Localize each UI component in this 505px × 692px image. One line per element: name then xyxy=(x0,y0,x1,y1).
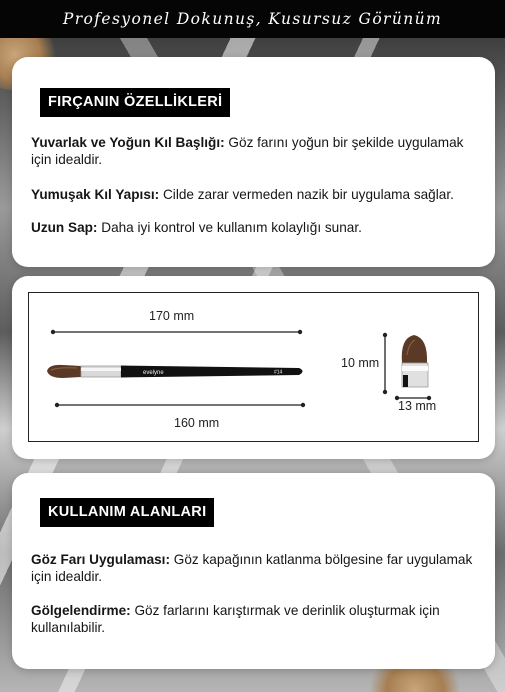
line-endpoint xyxy=(383,333,387,337)
slogan: Profesyonel Dokunuş, Kusursuz Görünüm xyxy=(62,10,443,28)
feature-text: Göz farını yoğun bir şekilde uygulamak için idealdir. xyxy=(31,135,464,167)
total-length-label: 170 mm xyxy=(149,309,195,323)
usage-item xyxy=(31,551,486,585)
feature-item xyxy=(31,186,486,203)
usage-title: KULLANIM ALANLARI xyxy=(40,498,214,527)
usage-text: Göz farlarını karıştırmak ve derinlik oluşturmak için kullanılabilir. xyxy=(31,603,440,635)
brush-drawing xyxy=(29,293,480,443)
feature-item xyxy=(31,134,486,168)
feature-text: Cilde zarar vermeden nazik bir uygulama sağlar. xyxy=(159,187,454,202)
brush-bristles xyxy=(47,365,81,378)
features-card xyxy=(12,57,495,267)
usage-text: Göz kapağının katlanma bölgesine far uygulamak için idealdir. xyxy=(31,552,473,584)
usage-item xyxy=(31,602,486,636)
head-height-label: 10 mm xyxy=(341,356,380,370)
header-bar xyxy=(0,0,505,38)
feature-label: Yumuşak Kıl Yapısı: xyxy=(31,187,160,202)
head-width-label: 13 mm xyxy=(398,399,437,413)
brush-ferrule xyxy=(81,366,121,377)
handle-length-label: 160 mm xyxy=(174,416,220,430)
line-endpoint xyxy=(301,403,305,407)
usage-label: Göz Farı Uygulaması: xyxy=(31,552,170,567)
usage-label: Gölgelendirme: xyxy=(31,603,131,618)
feature-label: Yuvarlak ve Yoğun Kıl Başlığı: xyxy=(31,135,225,150)
feature-label: Uzun Sap: xyxy=(31,220,98,235)
brush-side-view xyxy=(47,365,303,378)
line-endpoint xyxy=(55,403,59,407)
usage-card xyxy=(12,473,495,669)
line-endpoint xyxy=(51,330,55,334)
line-endpoint xyxy=(383,390,387,394)
brush-head-view xyxy=(383,333,431,400)
dimension-card xyxy=(12,276,495,459)
line-endpoint xyxy=(298,330,302,334)
feature-text: Daha iyi kontrol ve kullanım kolaylığı sunar. xyxy=(97,220,362,235)
model-text: #14 xyxy=(274,369,283,376)
feature-item xyxy=(31,219,486,236)
features-title: FIRÇANIN ÖZELLİKLERİ xyxy=(40,88,230,117)
brand-text: evelyne xyxy=(143,370,164,376)
dimension-diagram xyxy=(28,292,479,442)
head-bristles xyxy=(402,335,427,363)
